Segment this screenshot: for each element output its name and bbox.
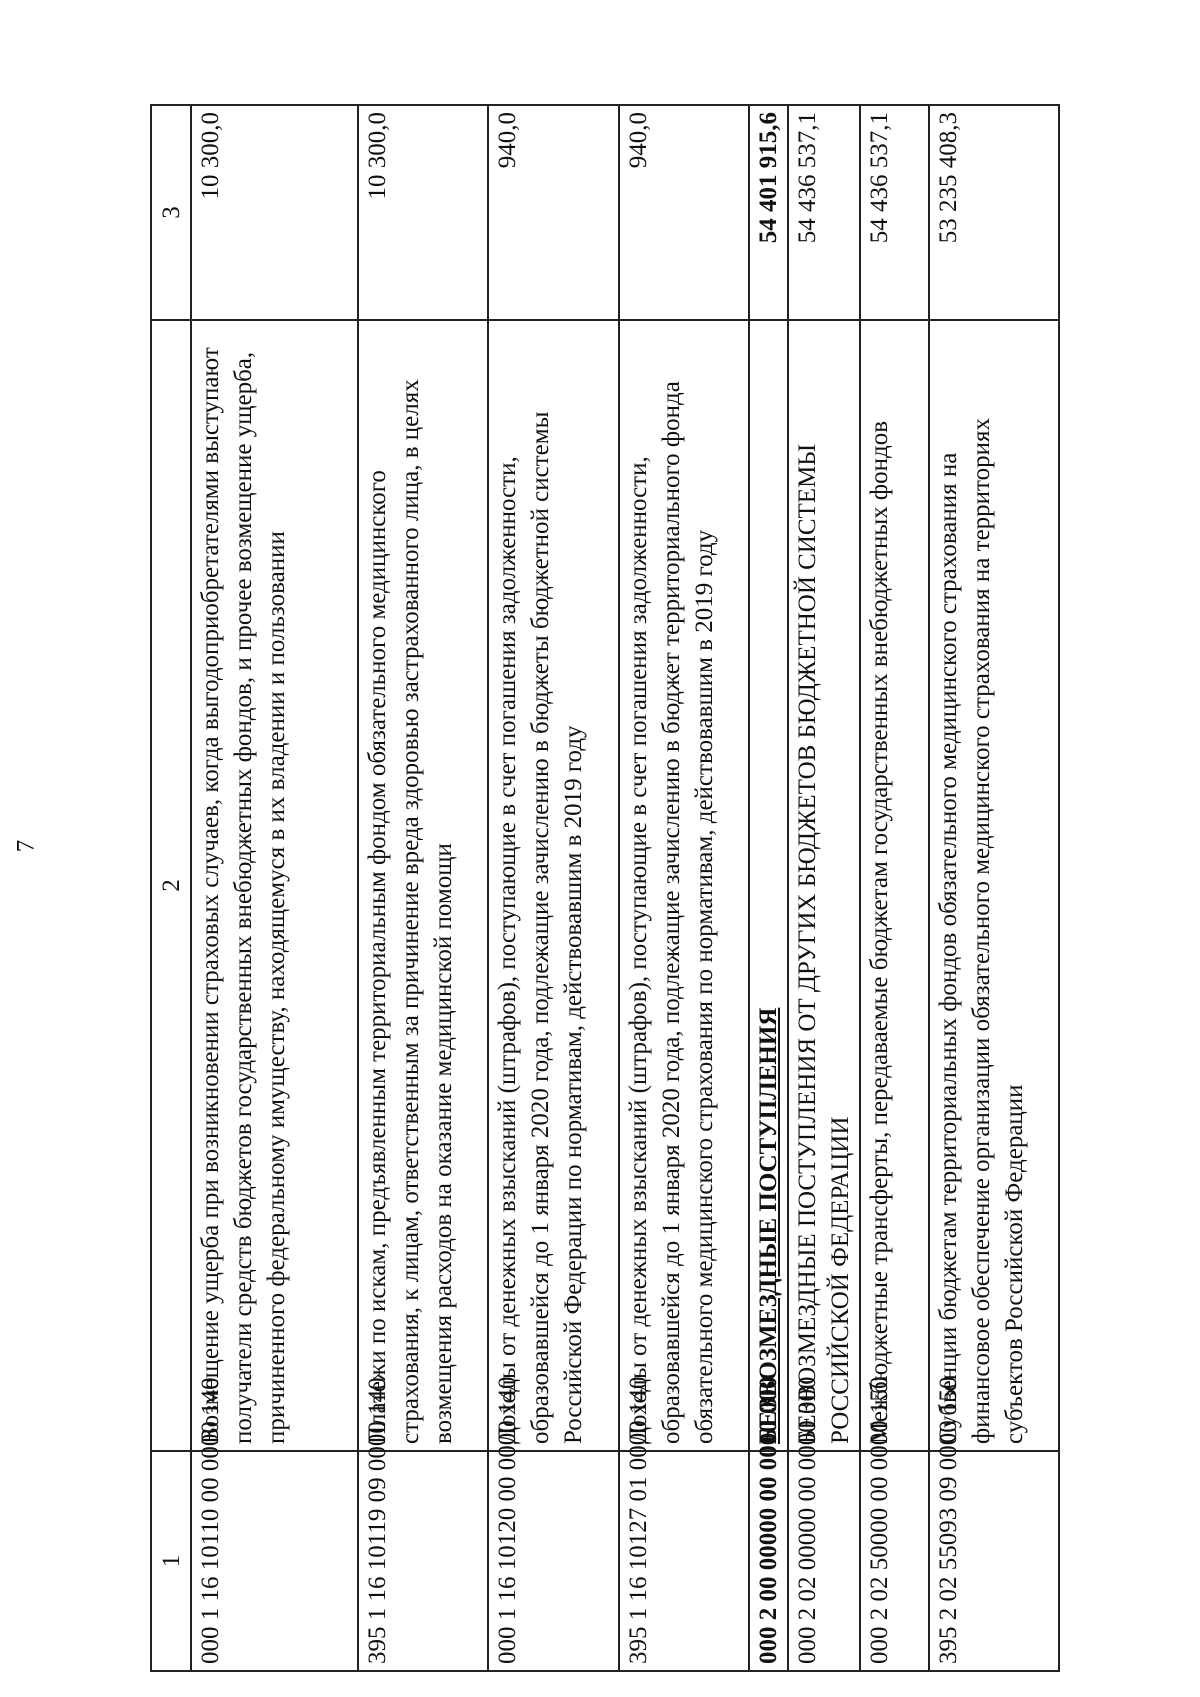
row-amount: 54 436 537,1 [860, 105, 928, 320]
row-description: Доходы от денежных взысканий (штрафов), поступающие в счет погашения задолженности, образовавшейся до 1 января 2020 года, подлежащие зачислению в бюджеты бюджетной системы Российской Федерации по нормативам, действовавшим в 2019 году [488, 320, 618, 1451]
row-code: 000 2 02 50000 00 0000 150 [860, 1451, 928, 1671]
row-description: БЕЗВОЗМЕЗДНЫЕ ПОСТУПЛЕНИЯ [749, 320, 788, 1451]
table-header-row [151, 105, 191, 1671]
row-amount: 10 300,0 [191, 105, 358, 320]
row-amount: 940,0 [488, 105, 618, 320]
row-code: 395 2 02 55093 09 0000 150 [929, 1451, 1059, 1671]
table-row [929, 105, 1059, 1671]
header-cell-2: 2 [151, 320, 191, 1451]
row-code: 000 1 16 10110 00 0000 140 [191, 1451, 358, 1671]
header-cell-3: 3 [151, 105, 191, 320]
table-row [191, 105, 358, 1671]
row-amount: 10 300,0 [358, 105, 488, 320]
row-amount: 54 401 915,6 [749, 105, 788, 320]
table-row [749, 105, 788, 1671]
row-description: Субвенции бюджетам территориальных фондов обязательного медицинского страхования на финансовое обеспечение организации обязательного медицинского страхования на территориях субъектов Российской Федерации [929, 320, 1059, 1451]
row-amount: 940,0 [619, 105, 749, 320]
row-code: 000 2 00 00000 00 0000 000 [749, 1451, 788, 1671]
row-description: Доходы от денежных взысканий (штрафов), поступающие в счет погашения задолженности, образовавшейся до 1 января 2020 года, подлежащие зачислению в бюджет территориального фонда обязательного медицинского страхования по нормативам, действовавшим в 2019 году [619, 320, 749, 1451]
row-description: Межбюджетные трансферты, передаваемые бюджетам государственных внебюджетных фондов [860, 320, 928, 1451]
table-row [860, 105, 928, 1671]
table-row [358, 105, 488, 1671]
page-number: 7 [12, 839, 40, 853]
row-code: 000 2 02 00000 00 0000 000 [788, 1451, 860, 1671]
row-code: 395 1 16 10119 09 0000 140 [358, 1451, 488, 1671]
row-description: БЕЗВОЗМЕЗДНЫЕ ПОСТУПЛЕНИЯ ОТ ДРУГИХ БЮДЖЕТОВ БЮДЖЕТНОЙ СИСТЕМЫ РОССИЙСКОЙ ФЕДЕРАЦИИ [788, 320, 860, 1451]
row-amount: 53 235 408,3 [929, 105, 1059, 320]
row-code: 395 1 16 10127 01 0000 140 [619, 1451, 749, 1671]
table-row [619, 105, 749, 1671]
row-description: Платежи по искам, предъявленным территориальным фондом обязательного медицинского страхования, к лицам, ответственным за причинение вреда здоровью застрахованного лица, в целях возмещения расходов на оказание медицинской помощи [358, 320, 488, 1451]
row-amount: 54 436 537,1 [788, 105, 860, 320]
row-description: Возмещение ущерба при возникновении страховых случаев, когда выгодоприобретателями выступают получатели средств бюджетов государственных внебюджетных фондов, и прочее возмещение ущерба, причиненного федеральному имуществу, находящемуся в их владении и пользовании [191, 320, 358, 1451]
row-code: 000 1 16 10120 00 0000 140 [488, 1451, 618, 1671]
header-cell-1: 1 [151, 1451, 191, 1671]
budget-table [150, 104, 1060, 1672]
table-row [488, 105, 618, 1671]
table-container [150, 106, 1060, 1672]
table-row [788, 105, 860, 1671]
